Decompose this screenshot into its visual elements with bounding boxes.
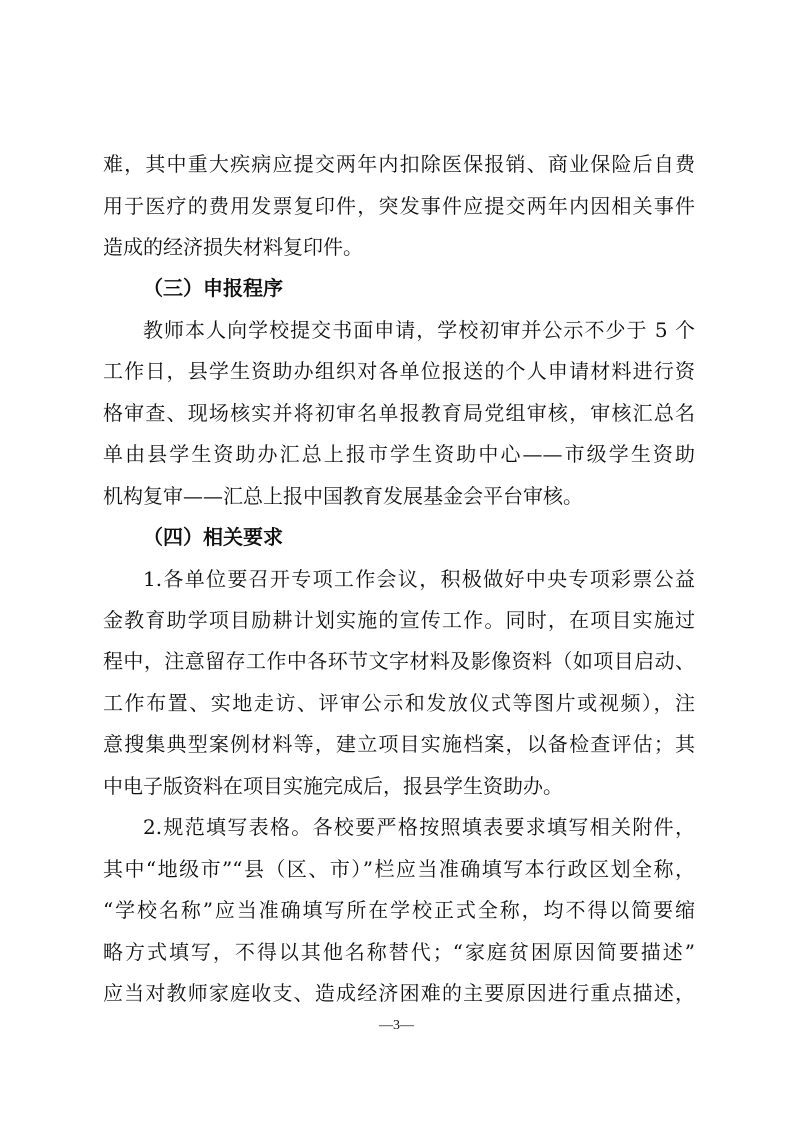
paragraph-line: 其中“地级市”“县（区、市）”栏应当准确填写本行政区划全称，	[103, 857, 695, 881]
paragraph-line: 单由县学生资助办汇总上报市学生资助中心——市级学生资助	[103, 442, 695, 466]
paragraph-line: 应当对教师家庭收支、造成经济困难的主要原因进行重点描述，	[103, 981, 695, 1005]
section-heading-4: （四）相关要求	[143, 525, 283, 549]
paragraph-line: “学校名称”应当准确填写所在学校正式全称，均不得以简要缩	[103, 898, 695, 922]
section-heading-3: （三）申报程序	[143, 276, 283, 300]
paragraph-line: 教师本人向学校提交书面申请，学校初审并公示不少于 5 个	[143, 318, 695, 342]
paragraph-line: 略方式填写，不得以其他名称替代；“家庭贫困原因简要描述”	[103, 940, 695, 964]
paragraph-line: 工作日，县学生资助办组织对各单位报送的个人申请材料进行资	[103, 359, 695, 383]
paragraph-line: 机构复审——汇总上报中国教育发展基金会平台审核。	[103, 484, 583, 508]
paragraph-line: 造成的经济损失材料复印件。	[103, 235, 363, 259]
paragraph-line: 难，其中重大疾病应提交两年内扣除医保报销、商业保险后自费	[103, 152, 695, 176]
paragraph-line: 金教育助学项目励耕计划实施的宣传工作。同时，在项目实施过	[103, 608, 695, 632]
paragraph-line: 用于医疗的费用发票复印件，突发事件应提交两年内因相关事件	[103, 194, 695, 218]
paragraph-line: 1.各单位要召开专项工作会议，积极做好中央专项彩票公益	[143, 567, 695, 591]
paragraph-line: 程中，注意留存工作中各环节文字材料及影像资料（如项目启动、	[103, 649, 695, 673]
paragraph-line: 2.规范填写表格。各校要严格按照填表要求填写相关附件，	[143, 815, 695, 839]
paragraph-line: 中电子版资料在项目实施完成后，报县学生资助办。	[103, 774, 563, 798]
page-number: —3—	[379, 1018, 414, 1033]
paragraph-line: 意搜集典型案例材料等，建立项目实施档案，以备检查评估；其	[103, 732, 695, 756]
paragraph-line: 工作布置、实地走访、评审公示和发放仪式等图片或视频），注	[103, 691, 695, 715]
paragraph-line: 格审查、现场核实并将初审名单报教育局党组审核，审核汇总名	[103, 401, 695, 425]
